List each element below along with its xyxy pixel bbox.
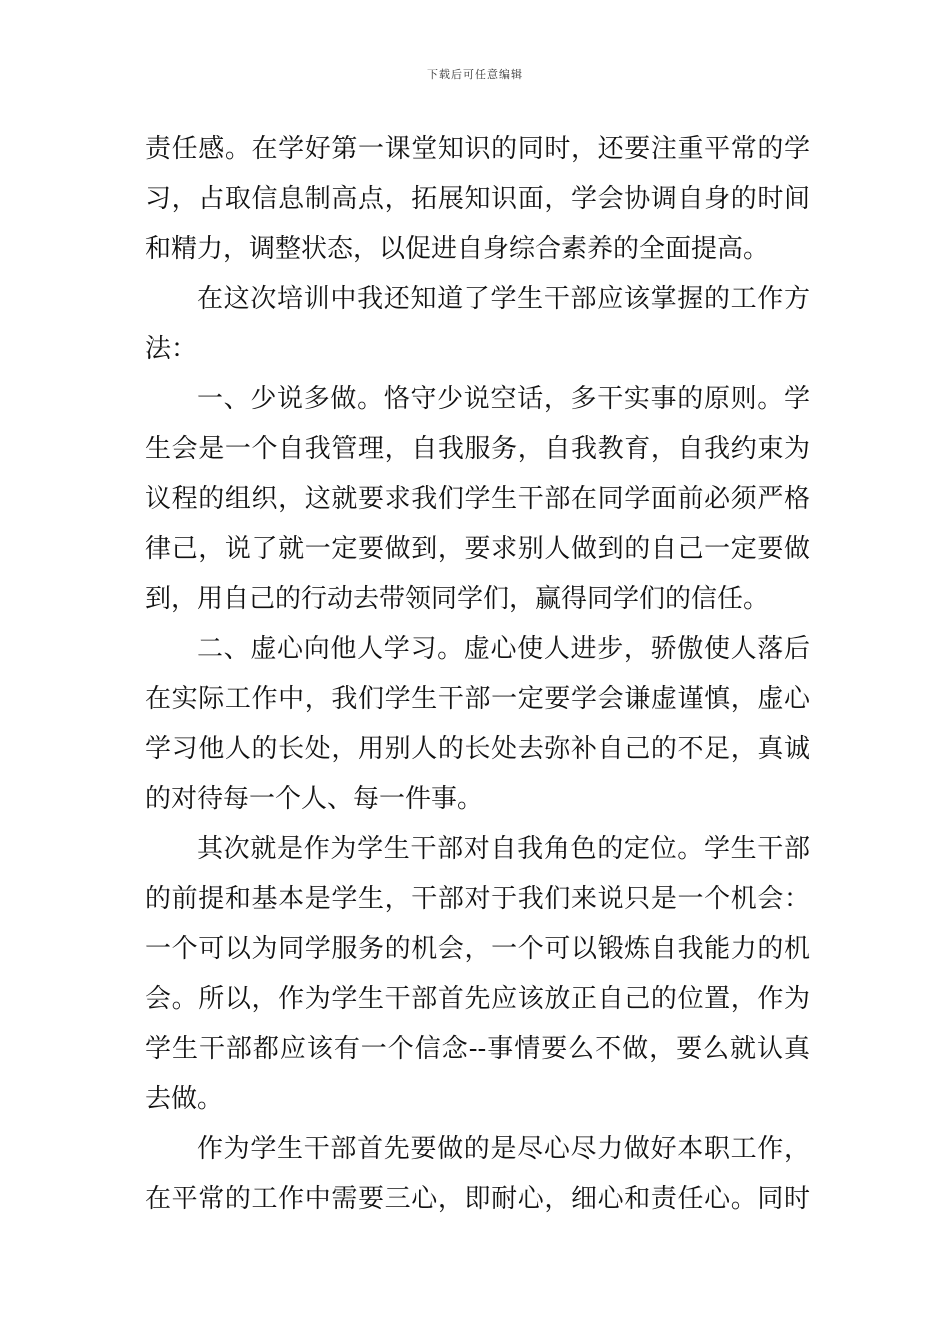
page-header: 下载后可任意编辑 (427, 68, 523, 81)
text-line: 责任感。在学好第一课堂知识的同时，还要注重平常的学 (145, 134, 810, 164)
text-line: 习，占取信息制高点，拓展知识面，学会协调自身的时间 (145, 184, 810, 214)
text-line: 会。所以，作为学生干部首先应该放正自己的位置，作为 (145, 984, 810, 1014)
text-line: 到，用自己的行动去带领同学们，赢得同学们的信任。 (145, 584, 770, 614)
text-line: 学习他人的长处，用别人的长处去弥补自己的不足，真诚 (145, 734, 810, 764)
text-line: 其次就是作为学生干部对自我角色的定位。学生干部 (197, 834, 810, 864)
text-line: 二、虚心向他人学习。虚心使人进步，骄傲使人落后 (197, 634, 810, 664)
text-line: 法： (145, 334, 198, 364)
text-line: 在这次培训中我还知道了学生干部应该掌握的工作方 (197, 284, 810, 314)
text-line: 和精力，调整状态，以促进自身综合素养的全面提高。 (145, 234, 770, 264)
text-line: 一个可以为同学服务的机会，一个可以锻炼自我能力的机 (145, 934, 810, 964)
text-line: 一、少说多做。恪守少说空话，多干实事的原则。学 (197, 384, 810, 414)
text-line: 作为学生干部首先要做的是尽心尽力做好本职工作， (197, 1134, 810, 1164)
text-line: 律己，说了就一定要做到，要求别人做到的自己一定要做 (145, 534, 810, 564)
text-line: 生会是一个自我管理，自我服务，自我教育，自我约束为 (145, 434, 810, 464)
text-line: 在实际工作中，我们学生干部一定要学会谦虚谨慎，虚心 (145, 684, 810, 714)
text-line: 学生干部都应该有一个信念--事情要么不做，要么就认真 (145, 1034, 810, 1064)
text-line: 的前提和基本是学生，干部对于我们来说只是一个机会： (145, 884, 810, 914)
document-body (145, 124, 810, 1224)
text-line: 在平常的工作中需要三心，即耐心，细心和责任心。同时 (145, 1184, 810, 1214)
text-line: 议程的组织，这就要求我们学生干部在同学面前必须严格 (145, 484, 810, 514)
text-line: 去做。 (145, 1084, 224, 1114)
text-line: 的对待每一个人、每一件事。 (145, 784, 484, 814)
